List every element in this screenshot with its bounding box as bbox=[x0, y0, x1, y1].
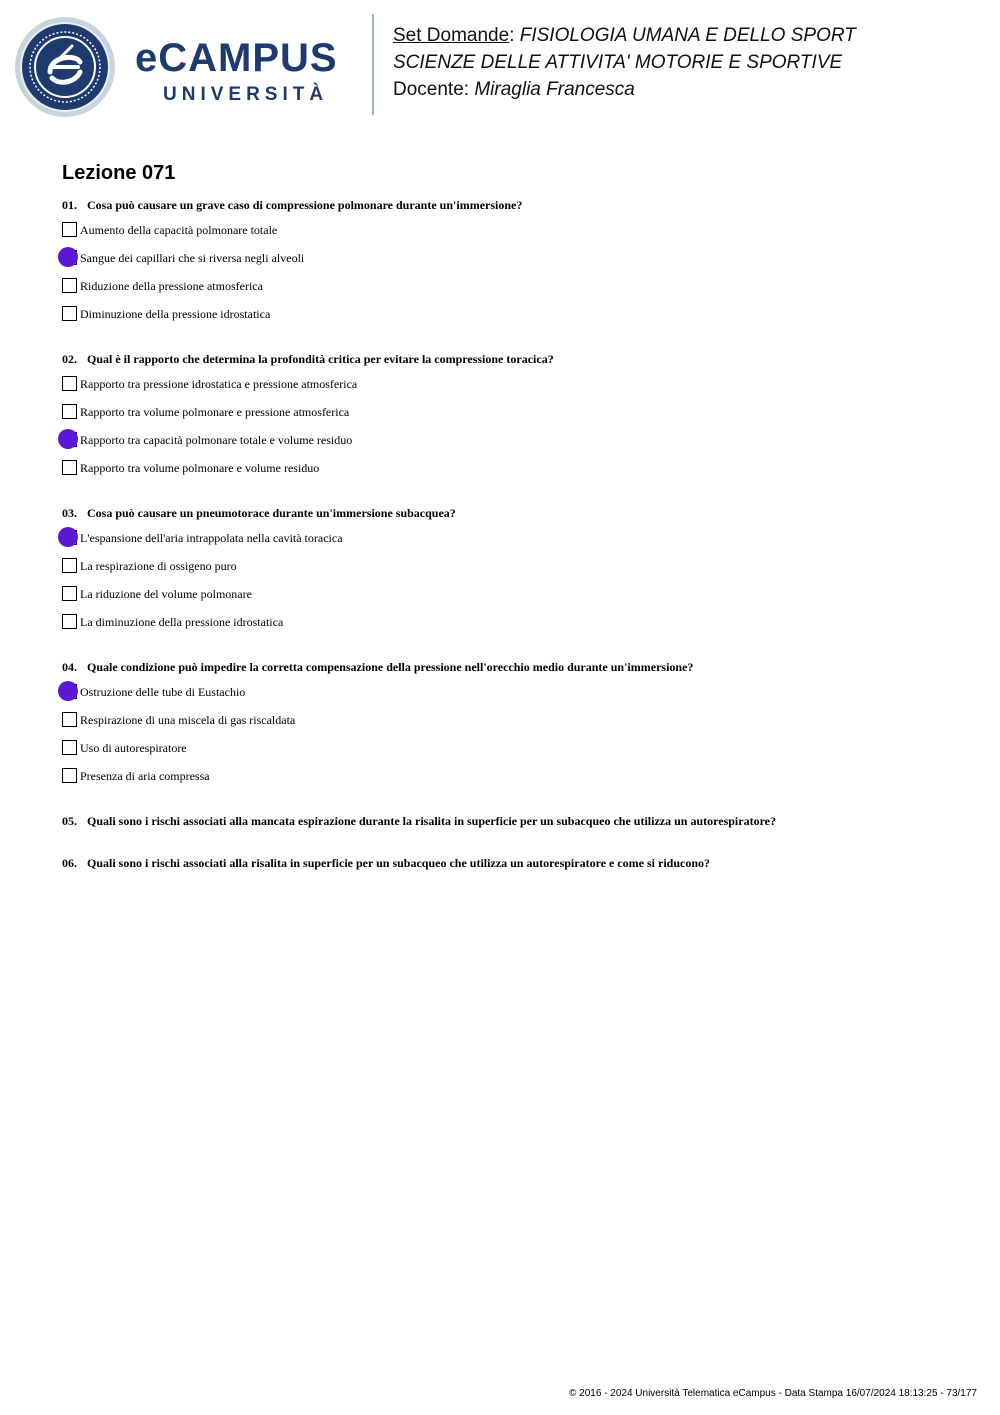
answer-option[interactable]: Rapporto tra volume polmonare e volume residuo bbox=[62, 460, 962, 488]
answer-option[interactable]: Aumento della capacità polmonare totale bbox=[62, 222, 962, 250]
set-label: Set Domande bbox=[393, 25, 510, 46]
checkbox[interactable] bbox=[62, 586, 77, 601]
question-text: 02. Qual è il rapporto che determina la profondità critica per evitare la compressione toracica? bbox=[62, 352, 554, 366]
answer-option[interactable]: Respirazione di una miscela di gas riscaldata bbox=[62, 712, 962, 740]
question-block-03 bbox=[62, 505, 962, 642]
answer-option[interactable]: Riduzione della pressione atmosferica bbox=[62, 278, 962, 306]
course-line bbox=[393, 49, 856, 76]
answer-option[interactable]: Sangue dei capillari che si riversa negli alveoli bbox=[62, 250, 962, 278]
checkbox[interactable] bbox=[62, 376, 77, 391]
answer-option[interactable]: Rapporto tra pressione idrostatica e pressione atmosferica bbox=[62, 376, 962, 404]
answer-option[interactable]: Rapporto tra capacità polmonare totale e volume residuo bbox=[62, 432, 962, 460]
ecampus-seal-logo bbox=[14, 16, 116, 118]
selected-marker-icon bbox=[58, 429, 78, 449]
answer-option[interactable]: Uso di autorespiratore bbox=[62, 740, 962, 768]
checkbox[interactable] bbox=[62, 222, 77, 237]
question-list bbox=[62, 197, 962, 897]
question-text: 01. Cosa può causare un grave caso di compressione polmonare durante un'immersione? bbox=[62, 198, 523, 212]
answer-option[interactable]: L'espansione dell'aria intrappolata nella cavità toracica bbox=[62, 530, 962, 558]
set-title: FISIOLOGIA UMANA E DELLO SPORT bbox=[519, 25, 856, 46]
answer-option[interactable]: La diminuzione della pressione idrostatica bbox=[62, 614, 962, 642]
open-question-06: 06. Quali sono i rischi associati alla risalita in superficie per un subacqueo che utilizza un autorespiratore e come si riducono? bbox=[62, 856, 711, 870]
checkbox[interactable] bbox=[62, 614, 77, 629]
page-header bbox=[0, 0, 1000, 130]
checkbox[interactable] bbox=[62, 278, 77, 293]
course-title: SCIENZE DELLE ATTIVITA' MOTORIE E SPORTIVE bbox=[393, 52, 843, 73]
open-question-05: 05. Quali sono i rischi associati alla mancata espirazione durante la risalita in superficie per un subacqueo che utilizza un autorespiratore? bbox=[62, 814, 777, 828]
brand-subtext: UNIVERSITÀ bbox=[163, 84, 329, 105]
teacher-line: Docente: Miraglia Francesca bbox=[393, 79, 635, 100]
teacher-label: Docente bbox=[393, 79, 464, 100]
selected-marker-icon bbox=[58, 247, 78, 267]
question-block-04 bbox=[62, 659, 962, 796]
answer-option[interactable]: Rapporto tra volume polmonare e pressione atmosferica bbox=[62, 404, 962, 432]
answer-option[interactable]: Diminuzione della pressione idrostatica bbox=[62, 306, 962, 334]
checkbox[interactable] bbox=[62, 740, 77, 755]
checkbox[interactable] bbox=[62, 460, 77, 475]
answer-option[interactable]: Ostruzione delle tube di Eustachio bbox=[62, 684, 962, 712]
lesson-title: Lezione 071 bbox=[62, 162, 176, 184]
question-text: 04. Quale condizione può impedire la corretta compensazione della pressione nell'orecchio medio durante un'immersione? bbox=[62, 660, 694, 674]
answer-option[interactable]: Presenza di aria compressa bbox=[62, 768, 962, 796]
checkbox[interactable] bbox=[62, 306, 77, 321]
ecampus-wordmark bbox=[135, 38, 338, 106]
page-footer: © 2016 - 2024 Università Telematica eCampus - Data Stampa 16/07/2024 18:13:25 - 73/177 bbox=[569, 1388, 977, 1399]
set-line: Set Domande: FISIOLOGIA UMANA E DELLO SPORT bbox=[393, 25, 856, 46]
document-info bbox=[393, 22, 856, 103]
selected-marker-icon bbox=[58, 681, 78, 701]
question-text: 03. Cosa può causare un pneumotorace durante un'immersione subacquea? bbox=[62, 506, 456, 520]
answer-option[interactable]: La riduzione del volume polmonare bbox=[62, 586, 962, 614]
checkbox[interactable] bbox=[62, 558, 77, 573]
teacher-name: Miraglia Francesca bbox=[474, 79, 635, 100]
brand-text: eCAMPUS bbox=[135, 36, 338, 80]
selected-marker-icon bbox=[58, 527, 78, 547]
checkbox[interactable] bbox=[62, 404, 77, 419]
question-block-02 bbox=[62, 351, 962, 488]
header-divider bbox=[372, 14, 374, 115]
checkbox[interactable] bbox=[62, 768, 77, 783]
checkbox[interactable] bbox=[62, 712, 77, 727]
question-block-01 bbox=[62, 197, 962, 334]
answer-option[interactable]: La respirazione di ossigeno puro bbox=[62, 558, 962, 586]
